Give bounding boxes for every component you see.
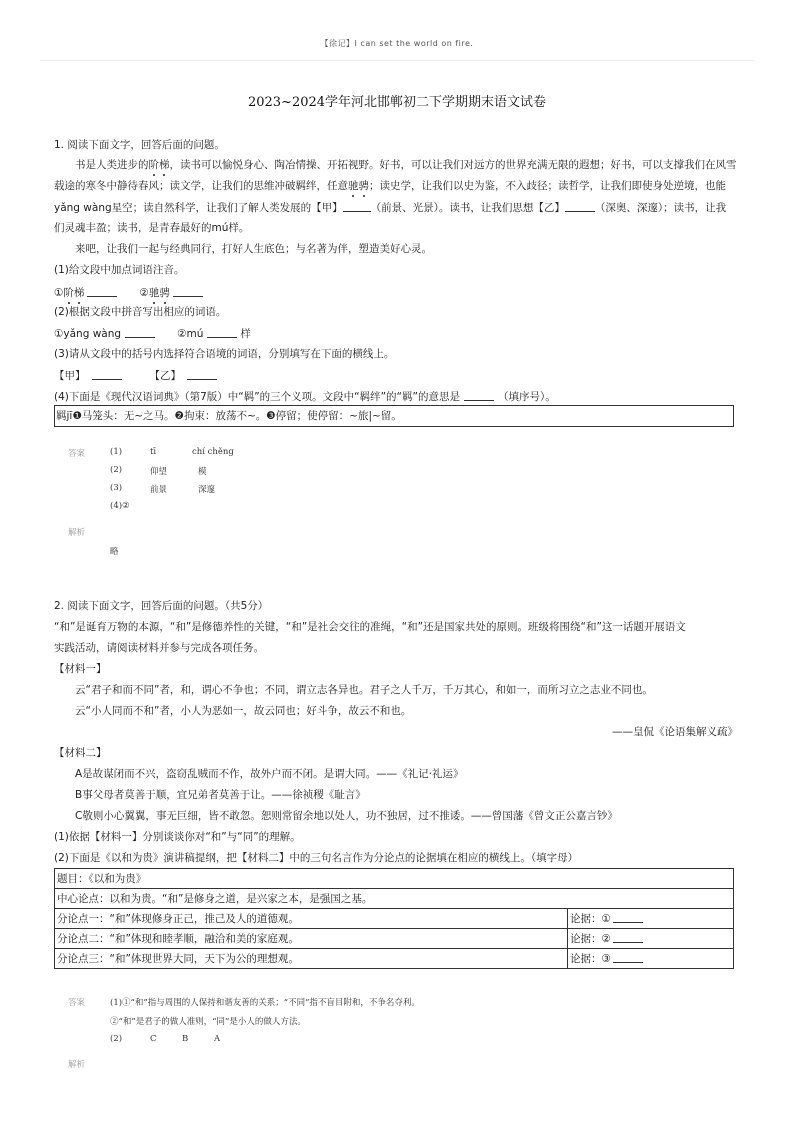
answer-item: (4)② (110, 501, 130, 511)
answer-blank-3[interactable] (125, 326, 155, 338)
q1-para1-line2: 载途的寒冬中静待春风；读文学，让我们的思维冲破羁绊，任意驰骋；读史学，让我们以史为鉴，不入歧径；读哲学，让我们即使身处逆境，也能 (54, 180, 726, 192)
blank-line (343, 200, 371, 212)
q1-para1-line3: yǎng wàng星空；读自然科学，让我们了解人类发展的【甲】 （前景、光景）。读书，让我们思想【乙】 （深奥、深邃）；读书，让我 (54, 202, 727, 214)
answer-item: 前景 (150, 485, 168, 495)
table-row (55, 949, 734, 969)
answer-item: (3) (110, 483, 123, 493)
evidence-blank-2[interactable] (613, 931, 643, 943)
q1-sub2: (2)根据文段中拼音写出相应的词语。 (54, 306, 227, 318)
q2-stem: 2. 阅读下面文字，回答后面的问题。（共5分） (54, 600, 269, 612)
answer-item: 模 (198, 467, 207, 477)
answer-item: tī (150, 447, 157, 457)
analysis-label: 解析 (68, 1060, 86, 1070)
q1-sub4: (4)下面是《现代汉语词典》（第7版）中“羁”的三个义项。文段中“羁绊”的“羁”的意思是 （填序号）。 (54, 391, 556, 403)
page-title: 2023~2024学年河北邯郸初二下学期期末语文试卷 (247, 95, 547, 110)
answer-item: (2) (110, 465, 123, 475)
evidence-cell: 论据：① (568, 909, 734, 929)
table-center-cell: 中心论点：以和为贵。“和”是修身之道，是兴家之本，是强国之基。 (55, 889, 734, 909)
point-cell: 分论点二：“和”体现和睦孝顺，融洽和美的家庭观。 (55, 929, 568, 949)
answer-blank-7[interactable] (464, 389, 494, 401)
answer-item: 深邃 (198, 485, 216, 495)
answer-blank-4[interactable] (207, 326, 237, 338)
table-row (55, 869, 734, 889)
answer-item: chí chěng (192, 447, 234, 457)
q1-sub2-answers: ①yǎng wàng ②mú 样 (54, 328, 251, 340)
answer-item: A (214, 1034, 221, 1044)
q1-para1-line4: 们灵魂丰盈；读书，是青春最好的mú样。 (54, 222, 250, 234)
q1-sub1-answers: ①阶梯 ②驰骋 (54, 285, 203, 300)
answer-item: (1)①“和”指与周围的人保持和谐友善的关系；“不同”指不盲目附和，不争名夺利。 (110, 998, 420, 1008)
dotted-char: 阶 (63, 287, 74, 299)
answer-blank-2[interactable] (173, 285, 203, 297)
dotted-char: 阶 (148, 159, 159, 171)
analysis-text: 略 (110, 547, 119, 557)
answer-item: ②“和”是君子的做人准则，“同”是小人的做人方法。 (110, 1017, 306, 1027)
answer-item: 仰望 (150, 467, 168, 477)
q1-stem: 1. 阅读下面文字，回答后面的问题。 (54, 139, 225, 151)
q2-sub2: (2)下面是《以和为贵》演讲稿提纲，把【材料二】中的三句名言作为分论点的论据填在相应的横线上。（填字母） (54, 852, 579, 864)
material2-a: A是故谋闭而不兴，盗窃乱贼而不作，故外户而不闭。是谓大同。——《礼记·礼运》 (75, 768, 464, 780)
material2-title: 【材料二】 (54, 747, 107, 759)
point-cell: 分论点三：“和”体现世界大同，天下为公的理想观。 (55, 949, 568, 969)
q2-intro-line1: “和”是诞育万物的本源，“和”是修德养性的关键，“和”是社会交往的准绳，“和”还是国家共处的原则。班级将围绕“和”这一话题开展语文 (54, 621, 686, 633)
material2-c: C敬则小心翼翼，事无巨细，皆不敢忽。恕则常留余地以处人，功不独居，过不推诿。——曾国藩《曾文正公嘉言钞》 (75, 810, 618, 822)
q2-sub1: (1)依据【材料一】分别谈谈你对“和”与“同”的理解。 (54, 831, 301, 843)
dotted-char: 骋 (159, 287, 170, 299)
q1-sub3: (3)请从文段中的括号内选择符合语境的词语，分别填写在下面的横线上。 (54, 348, 395, 360)
dictionary-entry: 羁jī❶马笼头：无~之马。❷拘束：放荡不~。❸停留；使停留：~旅|~留。 (56, 410, 402, 422)
answer-label: 答案 (68, 449, 86, 459)
dotted-char: 骋 (358, 180, 369, 192)
material1-line2: 云“小人同而不和”者，小人为恶如一，故云同也；好斗争，故云不和也。 (75, 705, 412, 717)
dotted-char: 驰 (148, 287, 160, 299)
table-title-cell: 题目：《以和为贵》 (55, 869, 734, 889)
page-header: 【徐记】I can set the world on fire. (320, 39, 474, 48)
answer-blank-1[interactable] (87, 285, 117, 297)
answer-label: 答案 (68, 998, 86, 1008)
q1-sub3-answers: 【甲】 【乙】 (54, 368, 217, 383)
answer-item: B (182, 1034, 189, 1044)
q1-para1-line1: 书是人类进步的阶梯，读书可以愉悦身心、陶冶情操、开拓视野。好书，可以让我们对远方的世界充满无限的遐想；好书，可以支撑我们在风雪 (75, 159, 737, 171)
q2-intro-line2: 实践活动，请阅读材料并参与完成各项任务。 (54, 642, 264, 654)
answer-item: (2) (110, 1034, 123, 1044)
answer-blank-5[interactable] (92, 368, 122, 380)
material2-b: B事父母者莫善于顺，宜兄弟者莫善于让。——徐祯稷《耻言》 (75, 789, 366, 801)
evidence-cell: 论据：② (568, 929, 734, 949)
dotted-char: 梯 (73, 287, 85, 299)
dotted-char: 驰 (348, 180, 359, 192)
evidence-blank-1[interactable] (613, 911, 643, 923)
evidence-blank-3[interactable] (613, 951, 643, 963)
answer-item: (1) (110, 447, 123, 457)
analysis-label: 解析 (68, 528, 86, 538)
evidence-cell: 论据：③ (568, 949, 734, 969)
blank-line (565, 200, 595, 212)
material1-title: 【材料一】 (54, 663, 107, 675)
q1-para2: 来吧，让我们一起与经典同行，打好人生底色；与名著为伴，塑造美好心灵。 (75, 243, 432, 255)
answer-blank-6[interactable] (187, 368, 217, 380)
material1-line1: 云“君子和而不同”者，和，谓心不争也；不同，谓立志各异也。君子之人千万，千万其心，和如一，而所习立之志业不同也。 (75, 684, 653, 696)
q1-sub1: (1)给文段中加点词语注音。 (54, 264, 185, 276)
point-cell: 分论点一：“和”体现修身正己，推己及人的道德观。 (55, 909, 568, 929)
table-row (55, 889, 734, 909)
material1-source: ——皇侃《论语集解义疏》 (612, 726, 738, 738)
answer-item: C (150, 1034, 157, 1044)
header-divider (40, 60, 754, 61)
table-row (55, 929, 734, 949)
outline-table (54, 868, 734, 969)
table-row (55, 909, 734, 929)
dotted-char: 梯 (159, 159, 170, 171)
